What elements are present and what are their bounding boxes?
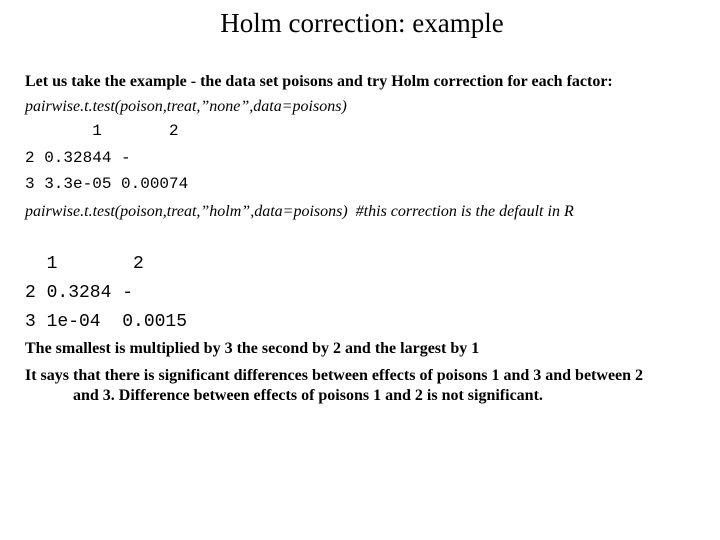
note-multiplication: The smallest is multiplied by 3 the second by 2 and the largest by 1: [25, 340, 480, 357]
slide-title: Holm correction: example: [220, 8, 504, 38]
output-none-row-2: 2 0.32844 -: [25, 149, 131, 167]
output-holm-row-3: 3 1e-04 0.0015: [25, 312, 188, 332]
note-conclusion-line1: It says that there is significant differences between effects of poisons 1 and 3 and between 2: [25, 367, 644, 384]
note-conclusion-line2: and 3. Difference between effects of poisons 1 and 2 is not significant.: [73, 387, 543, 404]
intro-text: Let us take the example - the data set poisons and try Holm correction for each factor:: [25, 73, 613, 90]
output-holm-row-2: 2 0.3284 -: [25, 283, 134, 303]
output-none-header: 1 2: [25, 122, 179, 140]
output-none-row-3: 3 3.3e-05 0.00074: [25, 175, 189, 193]
command-none: pairwise.t.test(poison,treat,”none”,data=poisons): [25, 98, 347, 115]
output-holm-header: 1 2: [25, 254, 144, 274]
command-holm: pairwise.t.test(poison,treat,”holm”,data=poisons) #this correction is the default in R: [25, 203, 574, 220]
